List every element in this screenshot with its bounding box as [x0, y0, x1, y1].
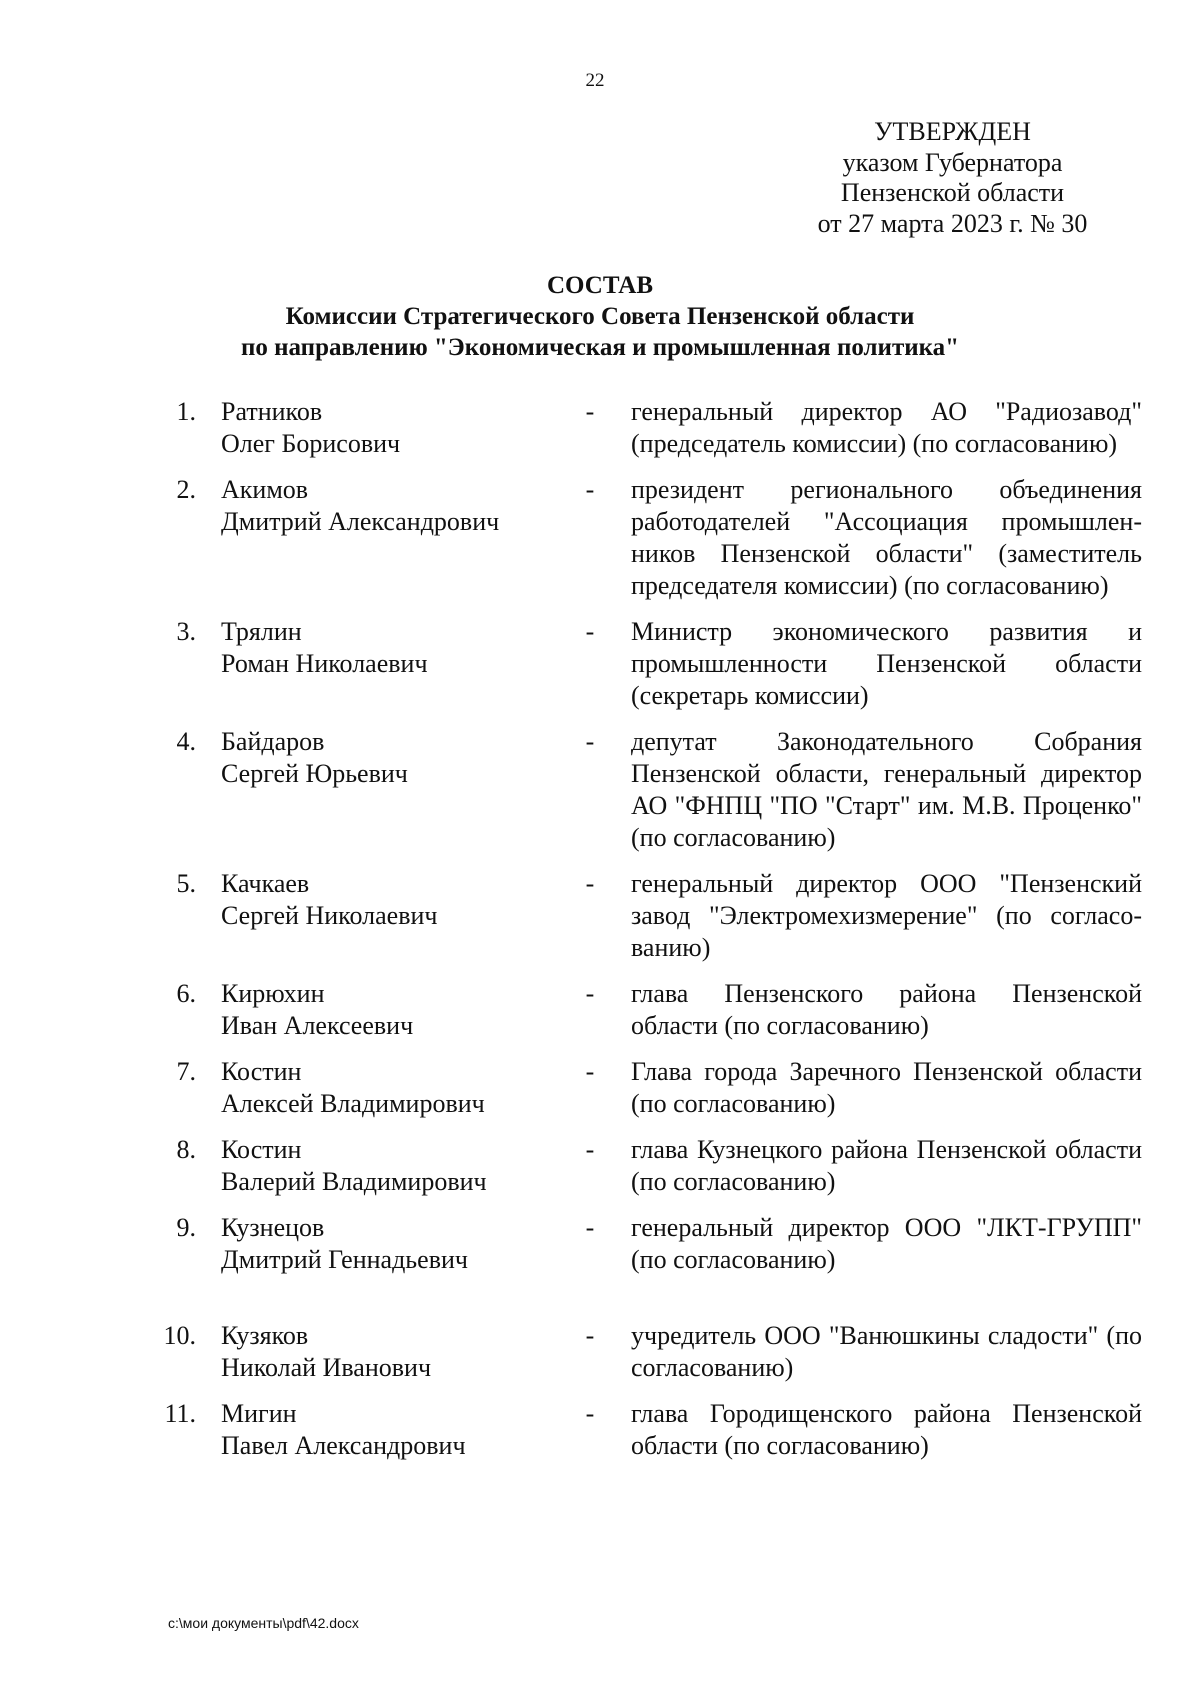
member-row — [0, 978, 1200, 1042]
member-role: генеральный директор ООО "Пензенский завод "Электромехизмерение" (по согласованию) — [631, 869, 1142, 962]
title-line: Комиссии Стратегического Совета Пензенской области — [285, 303, 915, 330]
member-number: 7. — [176, 1057, 196, 1086]
member-row — [0, 616, 1200, 712]
member-row — [0, 474, 1200, 602]
member-dash: - — [585, 397, 595, 426]
member-name — [221, 978, 576, 1042]
member-role: глава Кузнецкого района Пензенской области (по согласованию) — [631, 1135, 1142, 1196]
member-name — [221, 1056, 576, 1120]
member-name — [221, 1320, 576, 1384]
member-dash: - — [585, 617, 595, 646]
member-given-names: Николай Иванович — [221, 1353, 432, 1382]
member-row — [0, 1212, 1200, 1276]
document-title — [0, 270, 1200, 363]
member-dash: - — [585, 727, 595, 756]
member-role: Министр экономического развития и промышленности Пензенской области (секретарь комиссии) — [631, 617, 1142, 710]
member-role: депутат Законодательного Собрания Пензенской области, генеральный директор АО "ФНПЦ "ПО "Старт" им. М.В. Проценко" (по согласованию) — [631, 727, 1142, 852]
member-role: генеральный директор ООО "ЛКТ-ГРУПП" (по согласованию) — [631, 1213, 1142, 1274]
member-number: 6. — [176, 979, 196, 1008]
member-role: президент регионального объединения работодателей "Ассоциация промышленников Пензенской области" (заместитель председателя комиссии) (по согласованию) — [631, 475, 1142, 600]
approval-date: от 27 марта 2023 г. № 30 — [817, 208, 1088, 238]
member-given-names: Сергей Николаевич — [221, 901, 438, 930]
member-given-names: Алексей Владимирович — [221, 1089, 485, 1118]
member-name — [221, 726, 576, 790]
member-row — [0, 1320, 1200, 1384]
title-heading: СОСТАВ — [546, 272, 654, 299]
member-surname: Ратников — [221, 397, 323, 426]
member-dash: - — [585, 1213, 595, 1242]
member-role: генеральный директор АО "Радиозавод" (председатель комиссии) (по согласованию) — [631, 397, 1142, 458]
member-dash: - — [585, 869, 595, 898]
member-number: 1. — [176, 397, 196, 426]
title-line: по направлению "Экономическая и промышленная политика" — [240, 334, 960, 361]
member-dash: - — [585, 475, 595, 504]
approval-stamp — [770, 117, 1135, 239]
member-surname: Мигин — [221, 1399, 297, 1428]
member-number: 5. — [176, 869, 196, 898]
member-dash: - — [585, 1321, 595, 1350]
member-surname: Кузяков — [221, 1321, 309, 1350]
member-row — [0, 1398, 1200, 1462]
member-number: 9. — [176, 1213, 196, 1242]
member-given-names: Роман Николаевич — [221, 649, 428, 678]
member-given-names: Валерий Владимирович — [221, 1167, 487, 1196]
member-given-names: Иван Алексеевич — [221, 1011, 414, 1040]
member-row — [0, 1134, 1200, 1198]
member-row — [0, 1056, 1200, 1120]
file-path-footer: c:\мои документы\pdf\42.docx — [168, 1615, 359, 1631]
member-surname: Кузнецов — [221, 1213, 325, 1242]
member-number: 11. — [164, 1399, 196, 1428]
member-surname: Акимов — [221, 475, 309, 504]
member-row — [0, 868, 1200, 964]
member-name — [221, 1212, 576, 1276]
approval-line: указом Губернатора — [842, 147, 1063, 177]
member-surname: Кирюхин — [221, 979, 325, 1008]
approval-line: Пензенской области — [840, 178, 1065, 207]
member-role: Глава города Заречного Пензенской области (по согласованию) — [631, 1057, 1142, 1118]
member-row — [0, 726, 1200, 854]
member-number: 10. — [163, 1321, 196, 1350]
member-name — [221, 1398, 576, 1462]
member-dash: - — [585, 1057, 595, 1086]
page-number: 22 — [585, 70, 605, 91]
member-surname: Качкаев — [221, 869, 310, 898]
member-role: глава Городищенского района Пензенской области (по согласованию) — [631, 1399, 1142, 1460]
member-name — [221, 616, 576, 680]
member-role: учредитель ООО "Ванюшкины сладости" (по согласованию) — [631, 1321, 1142, 1382]
member-name — [221, 1134, 576, 1198]
member-name — [221, 868, 576, 932]
member-number: 3. — [176, 617, 196, 646]
member-given-names: Павел Александрович — [221, 1431, 466, 1460]
member-surname: Костин — [221, 1135, 302, 1164]
member-dash: - — [585, 1399, 595, 1428]
member-dash: - — [585, 1135, 595, 1164]
member-number: 4. — [176, 727, 196, 756]
member-role: глава Пензенского района Пензенской области (по согласованию) — [631, 979, 1142, 1040]
member-given-names: Олег Борисович — [221, 429, 401, 458]
member-given-names: Дмитрий Геннадьевич — [221, 1245, 468, 1274]
member-given-names: Дмитрий Александрович — [221, 507, 500, 536]
member-dash: - — [585, 979, 595, 1008]
member-surname: Байдаров — [221, 727, 325, 756]
member-surname: Трялин — [221, 617, 302, 646]
member-row — [0, 396, 1200, 460]
approval-line: УТВЕРЖДЕН — [874, 117, 1031, 146]
member-list — [0, 396, 1200, 1476]
member-name — [221, 474, 576, 538]
member-number: 2. — [176, 475, 196, 504]
member-name — [221, 396, 576, 460]
member-surname: Костин — [221, 1057, 302, 1086]
member-number: 8. — [176, 1135, 196, 1164]
member-given-names: Сергей Юрьевич — [221, 759, 408, 788]
